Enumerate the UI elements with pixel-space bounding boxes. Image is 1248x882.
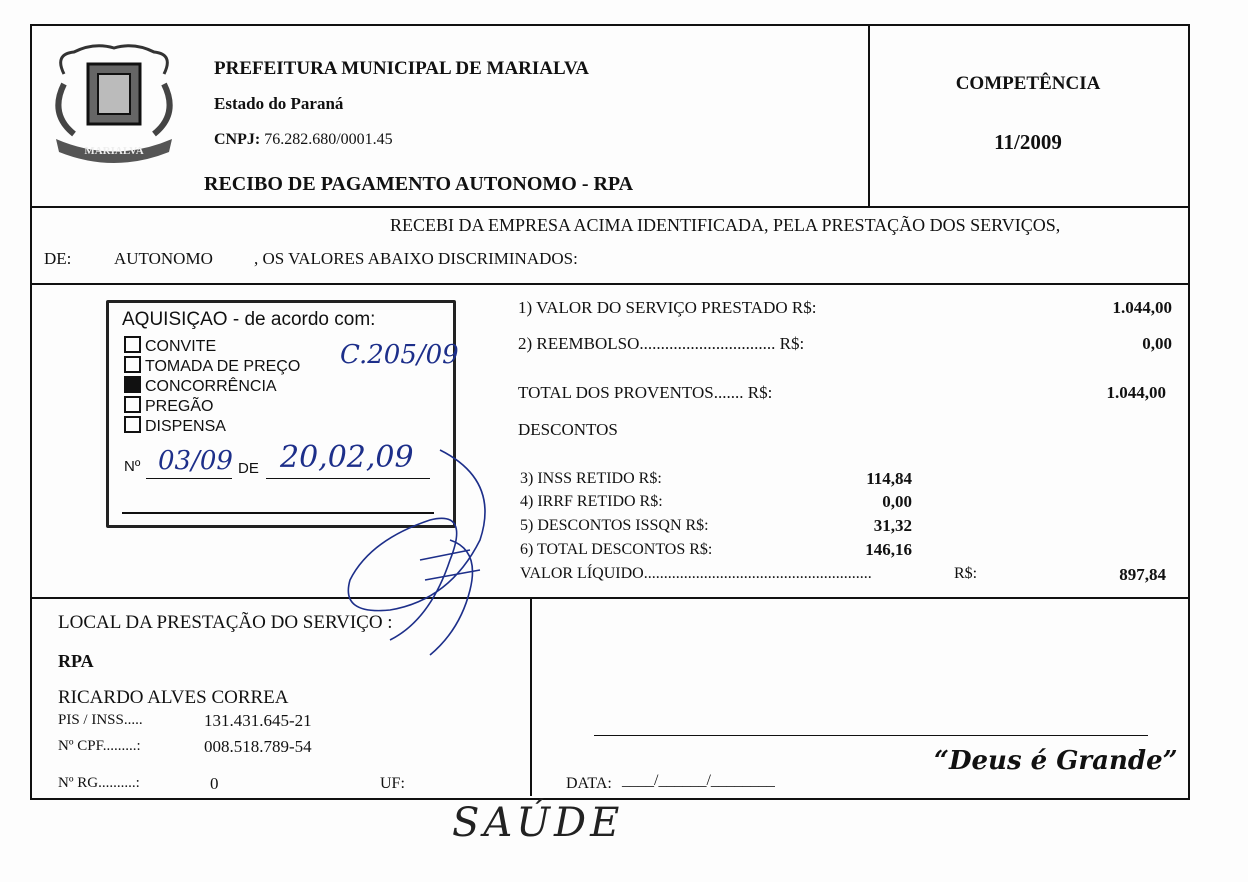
- local-value: RPA: [58, 651, 94, 671]
- checkbox-icon: [124, 356, 141, 373]
- stamp-option: DISPENSA: [124, 416, 300, 436]
- local-label: LOCAL DA PRESTAÇÃO DO SERVIÇO :: [58, 612, 393, 633]
- cnpj-label: CNPJ:: [214, 131, 261, 148]
- motto-text: “Deus é Grande”: [934, 746, 1178, 776]
- document-title: RECIBO DE PAGAMENTO AUTONOMO - RPA: [204, 173, 634, 195]
- total-proventos-label: TOTAL DOS PROVENTOS....... R$:: [518, 383, 773, 402]
- municipal-crest-logo: [44, 34, 184, 164]
- header-divider-vertical: [868, 24, 870, 206]
- uf-label: UF:: [380, 775, 405, 792]
- servico-label: 1) VALOR DO SERVIÇO PRESTADO R$:: [518, 298, 817, 317]
- deduction-label: 4) IRRF RETIDO R$:: [520, 493, 663, 510]
- checkbox-icon: [124, 396, 141, 413]
- stamp-option: TOMADA DE PREÇO: [124, 356, 300, 376]
- rg-value: 0: [210, 774, 219, 793]
- liquido-label: VALOR LÍQUIDO.........................................................: [520, 565, 872, 582]
- footer-divider-vertical: [530, 597, 532, 796]
- de-value: AUTONOMO: [114, 249, 213, 268]
- intro-line-2: , OS VALORES ABAIXO DISCRIMINADOS:: [254, 249, 578, 268]
- handwritten-signature: [330, 440, 520, 670]
- total-proventos-value: 1.044,00: [1106, 383, 1166, 402]
- de-label: DE:: [44, 249, 72, 268]
- handwritten-footer: SAÚDE: [452, 800, 624, 846]
- state-name: Estado do Paraná: [214, 94, 344, 113]
- deduction-value: 114,84: [866, 469, 912, 488]
- cpf-label: Nº CPF.........:: [58, 738, 141, 754]
- stamp-options: [124, 336, 300, 436]
- descontos-label: DESCONTOS: [518, 420, 618, 439]
- deduction-value: 146,16: [865, 540, 912, 559]
- deduction-value: 31,32: [873, 516, 912, 535]
- pis-value: 131.431.645-21: [204, 711, 312, 730]
- deduction-value: 0,00: [882, 492, 912, 511]
- stamp-number-value: 03/09: [158, 446, 233, 476]
- liquido-value: 897,84: [1119, 565, 1166, 584]
- deduction-label: 3) INSS RETIDO R$:: [520, 470, 662, 487]
- stamp-option: CONCORRÊNCIA: [124, 376, 300, 396]
- stamp-date-label: DE: [238, 460, 259, 477]
- intro-line-1: RECEBI DA EMPRESA ACIMA IDENTIFICADA, PELA PRESTAÇÃO DOS SERVIÇOS,: [390, 215, 1061, 235]
- rg-label: Nº RG..........:: [58, 775, 140, 791]
- stamp-option: PREGÃO: [124, 396, 300, 416]
- pis-label: PIS / INSS.....: [58, 712, 143, 728]
- cnpj-line: [214, 131, 393, 149]
- signature-line: [594, 735, 1148, 736]
- provider-name: RICARDO ALVES CORREA: [58, 687, 289, 708]
- competencia-value: 11/2009: [994, 130, 1062, 154]
- stamp-title: AQUISIÇAO - de acordo com:: [122, 309, 376, 330]
- reembolso-value: 0,00: [1142, 334, 1172, 353]
- servico-value: 1.044,00: [1112, 298, 1172, 317]
- cnpj-value: 76.282.680/0001.45: [264, 131, 393, 148]
- stamp-number-label: Nº: [124, 458, 141, 475]
- stamp-number-line: [146, 478, 232, 479]
- deduction-label: 6) TOTAL DESCONTOS R$:: [520, 541, 713, 558]
- org-name: PREFEITURA MUNICIPAL DE MARIALVA: [214, 58, 589, 79]
- cpf-value: 008.518.789-54: [204, 737, 312, 756]
- checkbox-icon: [124, 336, 141, 353]
- reembolso-label: 2) REEMBOLSO................................ R$:: [518, 334, 805, 353]
- data-blank: ____/______/________: [622, 772, 775, 789]
- stamp-date-value: 20,02,09: [280, 440, 414, 475]
- checkbox-icon: [124, 416, 141, 433]
- crest-text: MARIALVA: [84, 145, 144, 157]
- deduction-label: 5) DESCONTOS ISSQN R$:: [520, 517, 709, 534]
- header-divider: [30, 206, 1188, 208]
- liquido-currency: R$:: [954, 565, 978, 582]
- values-divider: [30, 597, 1188, 599]
- handwritten-process-code: C.205/09: [340, 340, 459, 370]
- intro-divider: [30, 283, 1188, 285]
- checked-checkbox-icon: [124, 376, 141, 393]
- competencia-label: COMPETÊNCIA: [955, 73, 1101, 94]
- data-label: DATA:: [566, 775, 612, 792]
- stamp-option: CONVITE: [124, 336, 300, 356]
